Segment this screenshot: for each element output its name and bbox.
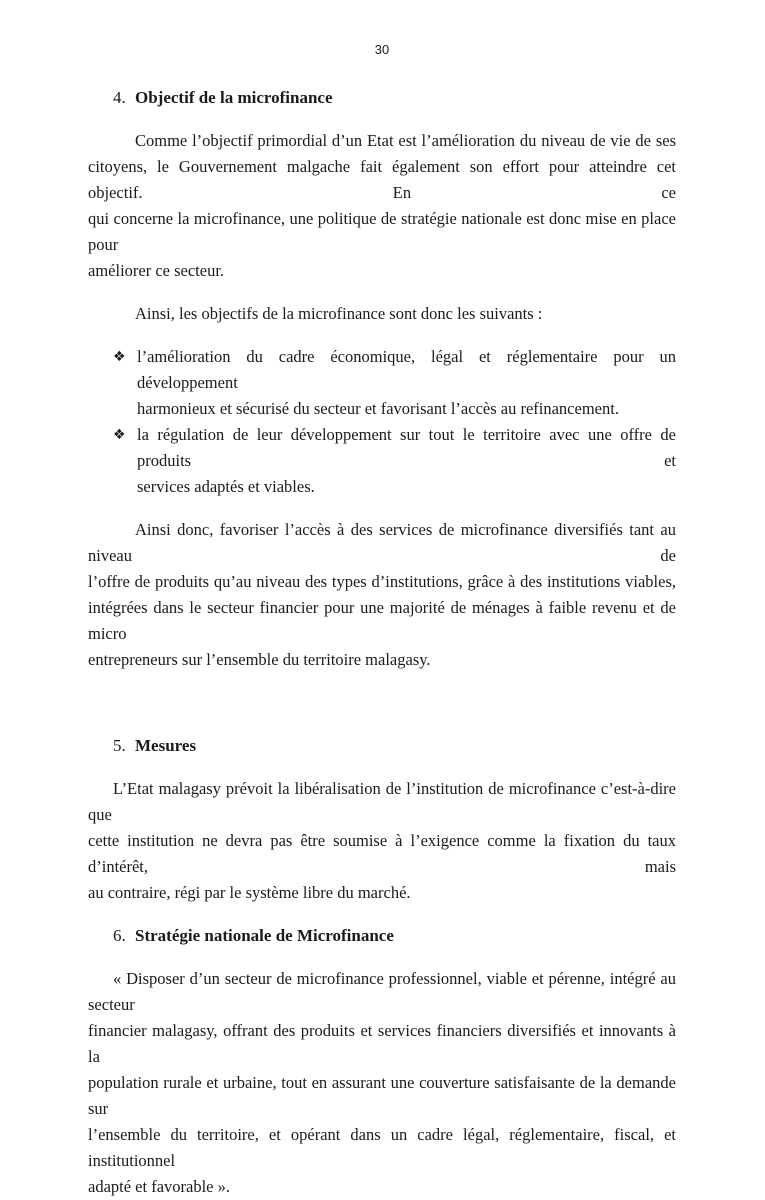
section-4-number: 4. bbox=[113, 88, 126, 107]
objectives-list bbox=[88, 344, 676, 500]
text-line: la régulation de leur développement sur tout le territoire avec une offre de produits et bbox=[137, 425, 676, 470]
text-line: Comme l’objectif primordial d’un Etat est l’amélioration du niveau de vie de ses bbox=[135, 131, 676, 150]
section-6-title: Stratégie nationale de Microfinance bbox=[135, 926, 394, 945]
text-line: population rurale et urbaine, tout en assurant une couverture satisfaisante de la demande sur bbox=[88, 1073, 676, 1118]
text-line: améliorer ce secteur. bbox=[88, 261, 225, 280]
section-5-heading bbox=[88, 733, 676, 759]
diamond-bullet-icon: ❖ bbox=[113, 349, 126, 365]
list-item-text bbox=[137, 422, 676, 500]
page-number: 30 bbox=[374, 42, 390, 57]
diamond-bullet-icon: ❖ bbox=[113, 427, 126, 443]
text-line: qui concerne la microfinance, une politique de stratégie nationale est donc mise en place pour bbox=[88, 209, 676, 254]
text-line: citoyens, le Gouvernement malgache fait également son effort pour atteindre cet objectif. En ce bbox=[88, 157, 676, 202]
text-line: financier malagasy, offrant des produits et services financiers diversifiés et innovants à la bbox=[88, 1021, 676, 1066]
section-4-title: Objectif de la microfinance bbox=[135, 88, 333, 107]
text-line: harmonieux et sécurisé du secteur et favorisant l’accès au refinancement. bbox=[137, 399, 619, 418]
text-line: cette institution ne devra pas être soumise à l’exigence comme la fixation du taux d’intérêt, mais bbox=[88, 831, 676, 876]
text-line: « Disposer d’un secteur de microfinance professionnel, viable et pérenne, intégré au secteur bbox=[88, 969, 676, 1014]
list-item bbox=[88, 422, 676, 500]
text-line: L’Etat malagasy prévoit la libéralisation de l’institution de microfinance c’est-à-dire que bbox=[88, 779, 676, 824]
paragraph-objectifs-lead bbox=[88, 301, 676, 327]
text-line: intégrées dans le secteur financier pour une majorité de ménages à faible revenu et de micro bbox=[88, 598, 676, 643]
list-item-text bbox=[137, 344, 676, 422]
section-5-title: Mesures bbox=[135, 736, 197, 755]
list-item bbox=[88, 344, 676, 422]
text-line: Ainsi donc, favoriser l’accès à des services de microfinance diversifiés tant au niveau de bbox=[88, 520, 676, 565]
paragraph-objectif-conclusion bbox=[88, 517, 676, 673]
section-6-heading bbox=[88, 923, 676, 949]
section-6-number: 6. bbox=[113, 926, 126, 945]
text-line: entrepreneurs sur l’ensemble du territoire malagasy. bbox=[88, 650, 431, 669]
paragraph-objectif-intro bbox=[88, 128, 676, 284]
paragraph-mesures bbox=[88, 776, 676, 906]
text-line: l’ensemble du territoire, et opérant dans un cadre légal, réglementaire, fiscal, et institutionnel bbox=[88, 1125, 676, 1170]
text-line: l’amélioration du cadre économique, légal et réglementaire pour un développement bbox=[137, 347, 676, 392]
text-line: l’offre de produits qu’au niveau des types d’institutions, grâce à des institutions viables, bbox=[88, 572, 676, 591]
text-line: adapté et favorable ». bbox=[88, 1177, 231, 1196]
text-line: Ainsi, les objectifs de la microfinance sont donc les suivants : bbox=[135, 304, 543, 323]
text-line: services adaptés et viables. bbox=[137, 477, 315, 496]
paragraph-strategie-quote bbox=[88, 966, 676, 1200]
section-5-number: 5. bbox=[113, 736, 126, 755]
text-line: au contraire, régi par le système libre du marché. bbox=[88, 883, 411, 902]
section-4-heading bbox=[88, 85, 676, 111]
